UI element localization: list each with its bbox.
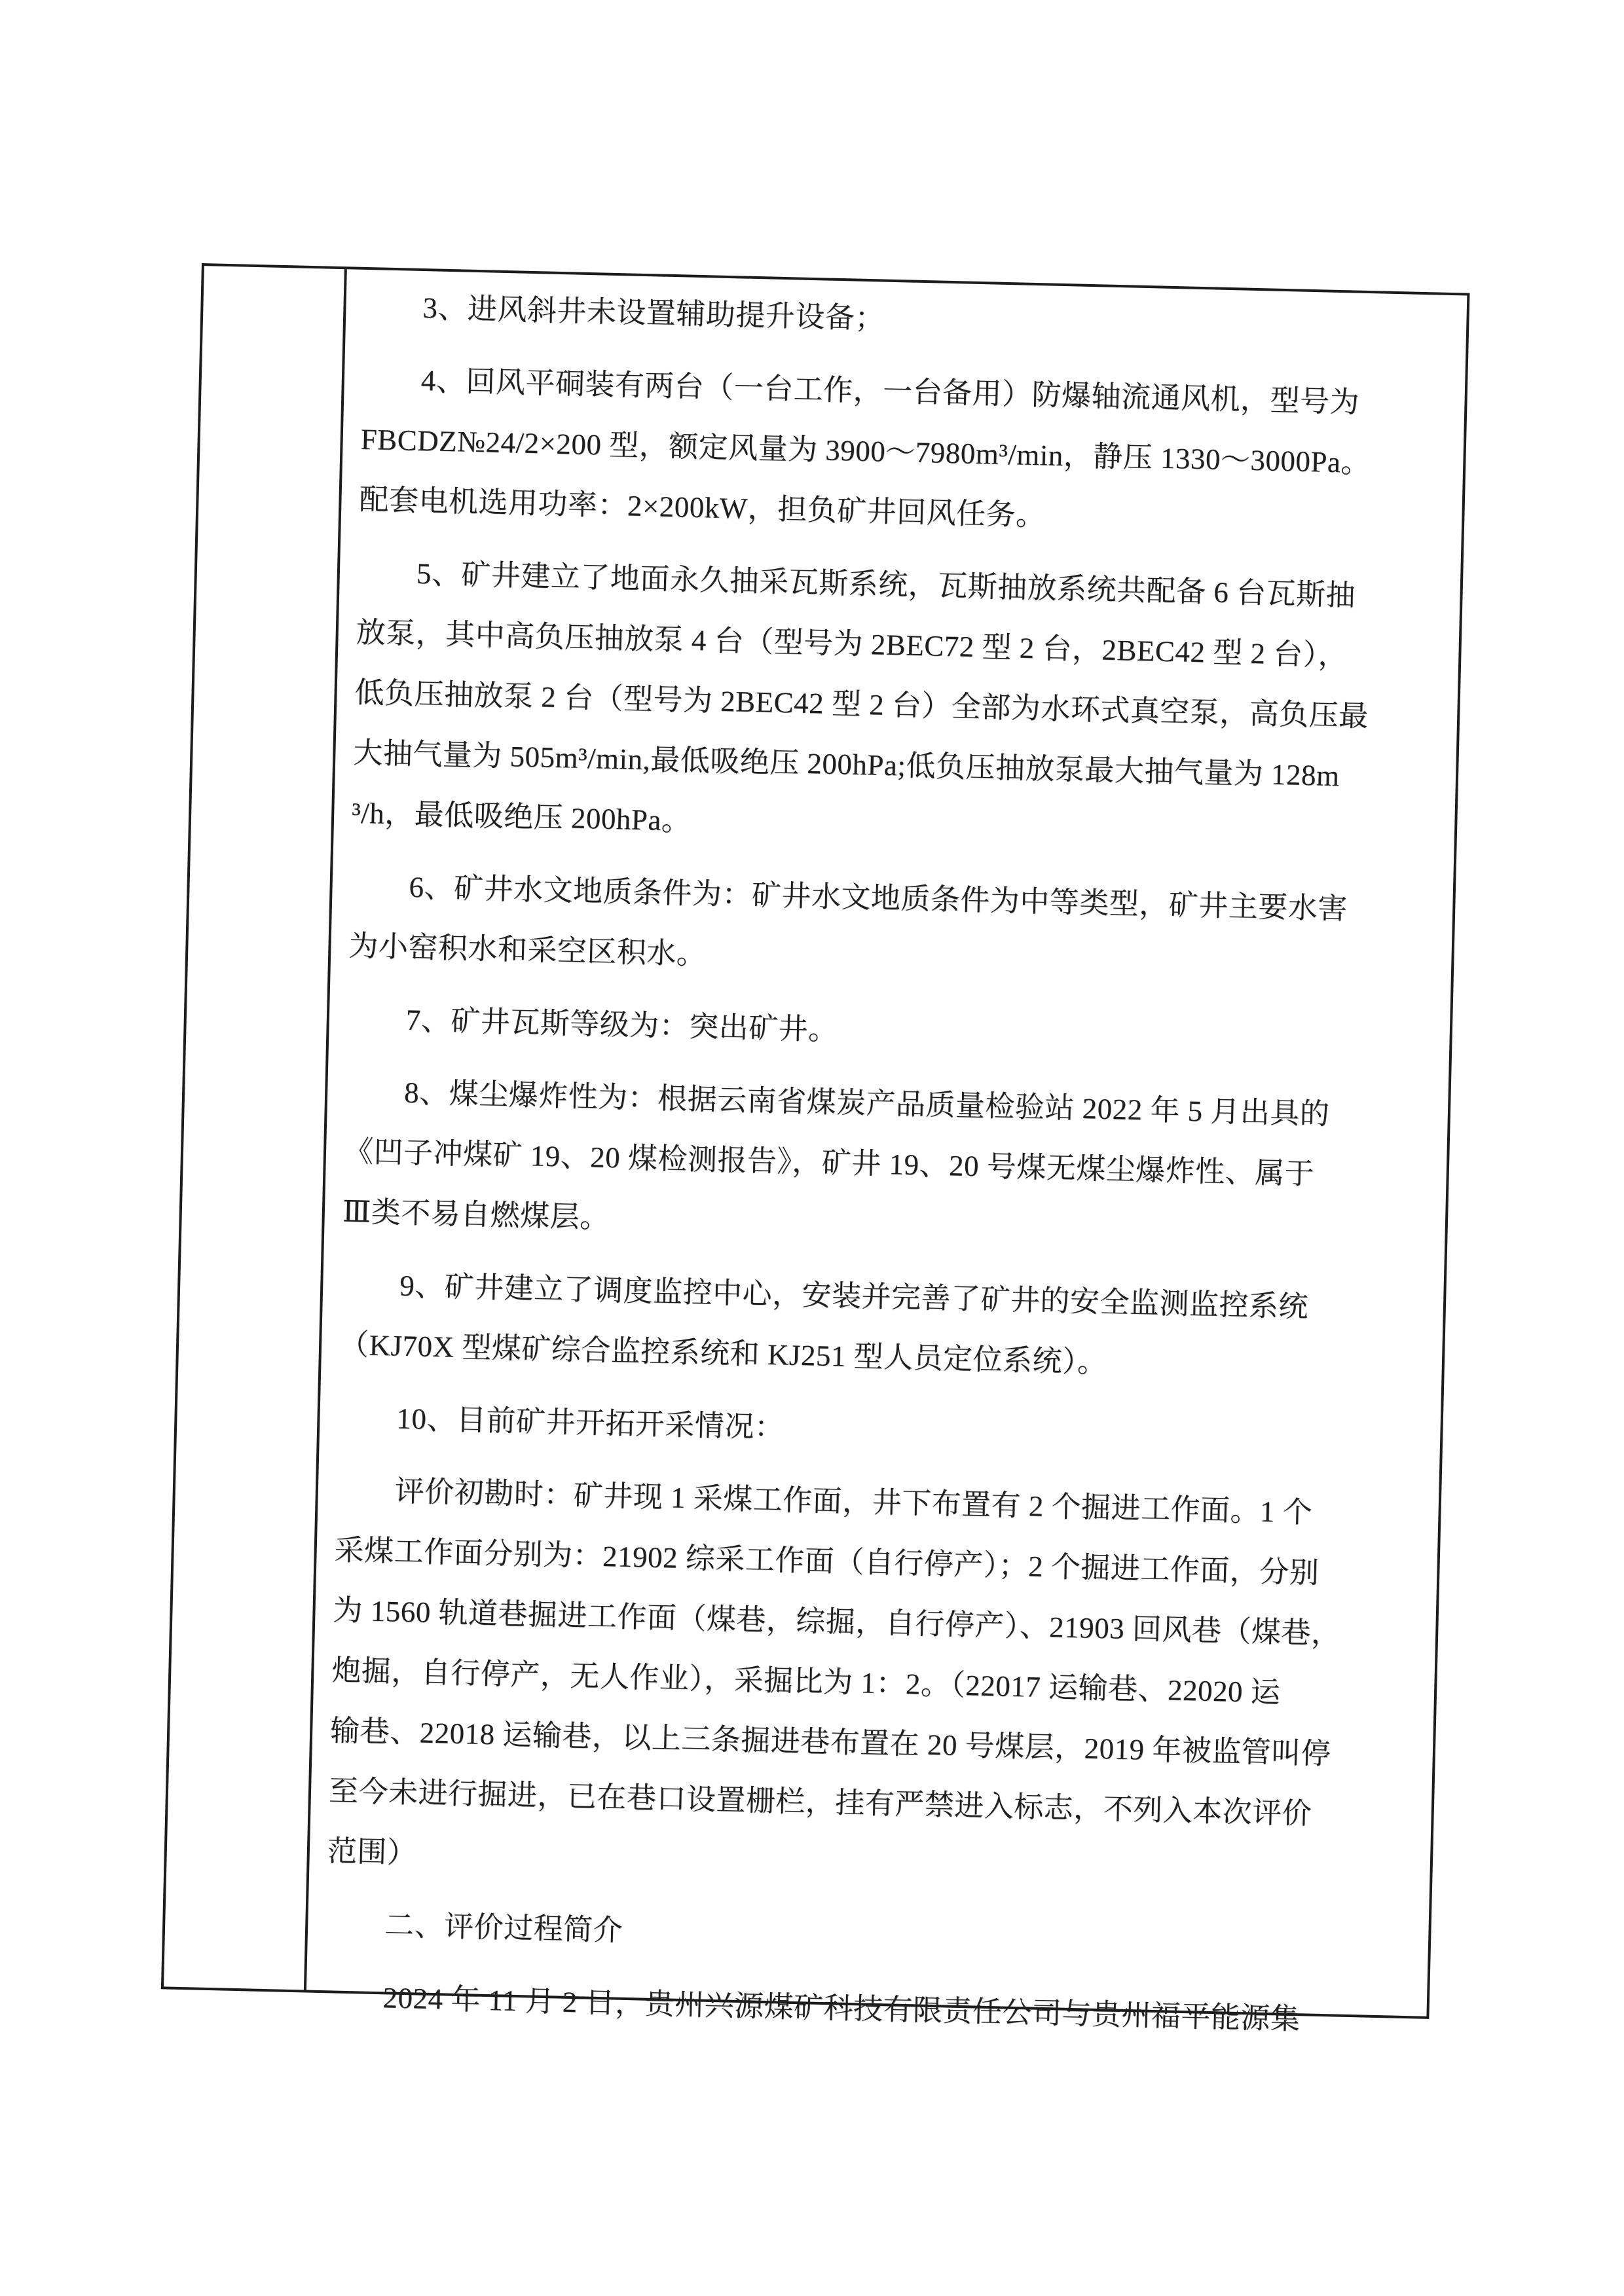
section-heading: 二、评价过程简介 xyxy=(384,1908,623,1947)
paragraph-item-8: 8、煤尘爆炸性为：根据云南省煤炭产品质量检验站 2022 年 5 月出具的 《凹子冲煤矿 19、20 煤检测报告》，矿井 19、20 号煤无煤尘爆炸性、属于 Ⅲ类不易自燃煤层。 xyxy=(342,1076,1330,1235)
paragraph-item-10: 10、目前矿井开拓开采情况： xyxy=(396,1402,784,1444)
paragraph-item-4: 4、回风平硐装有两台（一台工作，一台备用）防爆轴流通风机，型号为 FBCDZ№24/2×200 型，额定风量为 3900～7980m³/min，静压 1330～3000Pa。 配套电机选用功率：2×200kW，担负矿井回风任务。 xyxy=(358,363,1371,532)
form-table xyxy=(161,263,1470,2036)
content-cell xyxy=(306,269,1467,2036)
paragraph-item-7: 7、矿井瓦斯等级为：突出矿井。 xyxy=(405,1003,839,1047)
paragraph-item-3: 3、进风斜井未设置辅助提升设备； xyxy=(422,291,885,335)
paragraph-item-5: 5、矿井建立了地面永久抽采瓦斯系统，瓦斯抽放系统共配备 6 台瓦斯抽 放泵，其中高负压抽放泵 4 台（型号为 2BEC72 型 2 台，2BEC42 型 2 台）， 低负压抽放泵 2 台（型号为 2BEC42 型 2 台）全部为水环式真空泵，高负压最 大抽气量为 505m³/min,最低吸绝压 200hPa;低负压抽放泵最大抽气量为 128m ³/h，最低吸绝压 200hPa。 xyxy=(351,556,1369,837)
paragraph-item-9: 9、矿井建立了调度监控中心，安装并完善了矿井的安全监测监控系统 （KJ70X 型煤矿综合监控系统和 KJ251 型人员定位系统）。 xyxy=(339,1269,1309,1379)
paragraph-mining-status: 评价初勘时：矿井现 1 采煤工作面，井下布置有 2 个掘进工作面。1 个 采煤工作面分别为：21902 综采工作面（自行停产）；2 个掘进工作面，分别 为 1560 轨道巷掘进工作面（煤巷，综掘，自行停产）、21903 回风巷（煤巷， 炮掘，自行停产，无人作业），采掘比为 1：2。（22017 运输巷、22020 运 输巷、22018 运输巷，以上三条掘进巷布置在 20 号煤层，2019 年被监管叫停 至今未进行掘进，已在巷口设置栅栏，挂有严禁进入标志，不列入本次评价 范围） xyxy=(327,1474,1342,1870)
paragraph-date-line: 2024 年 11 月 2 日，贵州兴源煤矿科技有限责任公司与贵州福平能源集 xyxy=(382,1981,1301,2036)
paragraph-item-6: 6、矿井水文地质条件为：矿井水文地质条件为中等类型，矿井主要水害 为小窑积水和采空区积水。 xyxy=(348,870,1348,971)
